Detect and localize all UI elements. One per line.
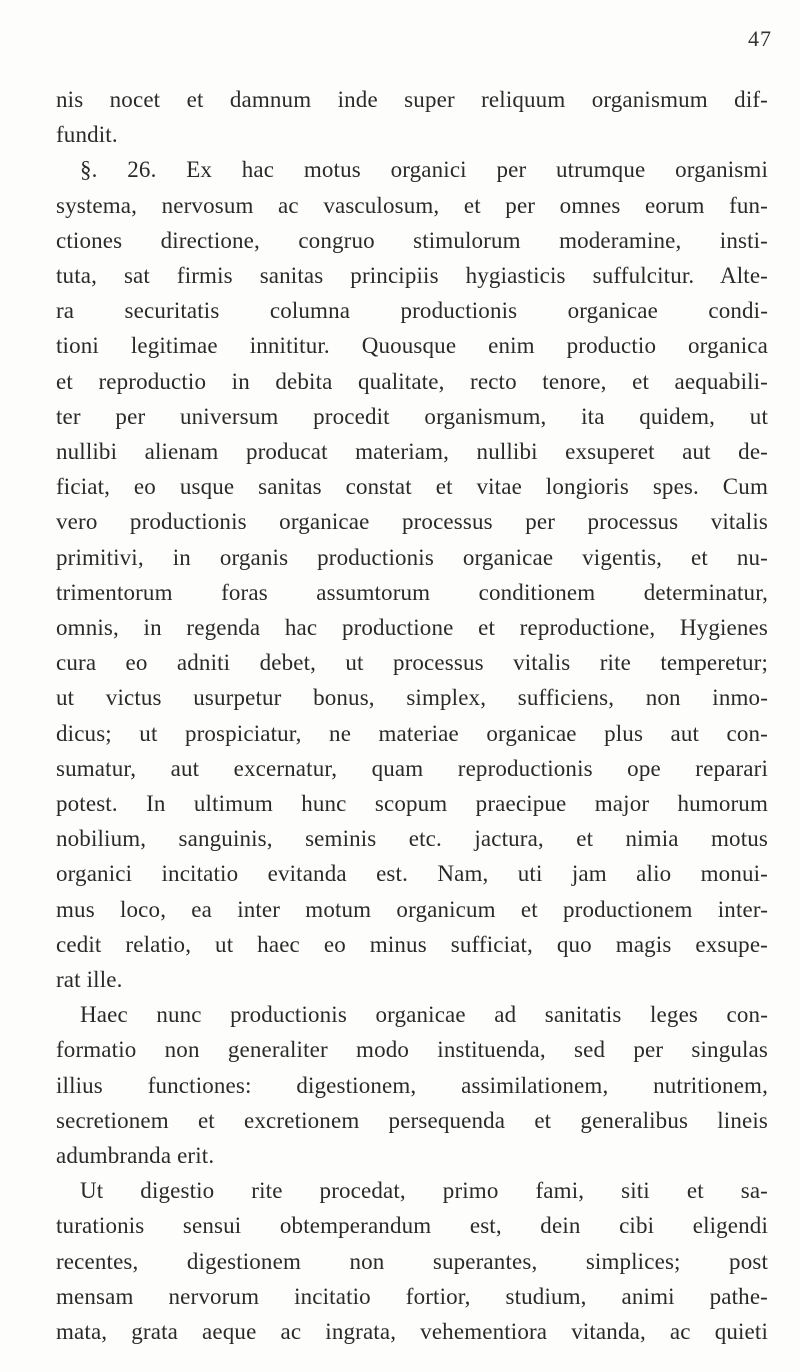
text-line: ctiones directione, congruo stimulorum moderamine, insti- bbox=[56, 228, 768, 253]
text-line: omnis, in regenda hac productione et reproductione, Hygienes bbox=[56, 615, 768, 640]
text-line: cura eo adniti debet, ut processus vitalis rite temperetur; bbox=[56, 650, 768, 675]
text-line: tuta, sat firmis sanitas principiis hygiasticis suffulcitur. Alte- bbox=[56, 263, 768, 288]
text-line: ut victus usurpetur bonus, simplex, sufficiens, non inmo- bbox=[56, 685, 768, 710]
text-line: Haec nunc productionis organicae ad sanitatis leges con- bbox=[80, 1002, 768, 1027]
text-line: organici incitatio evitanda est. Nam, uti jam alio monui- bbox=[56, 861, 768, 886]
text-line: formatio non generaliter modo instituenda, sed per singulas bbox=[56, 1037, 768, 1062]
text-line: Ut digestio rite procedat, primo fami, siti et sa- bbox=[80, 1178, 768, 1203]
page-number: 47 bbox=[748, 26, 772, 51]
text-line: sumatur, aut excernatur, quam reproductionis ope reparari bbox=[56, 756, 768, 781]
text-line: nobilium, sanguinis, seminis etc. jactura, et nimia motus bbox=[56, 826, 768, 851]
text-line: secretionem et excretionem persequenda et generalibus lineis bbox=[56, 1108, 768, 1133]
text-line: ter per universum procedit organismum, ita quidem, ut bbox=[56, 404, 768, 429]
text-line: rat ille. bbox=[56, 967, 123, 992]
text-line: fundit. bbox=[56, 122, 118, 147]
text-line: potest. In ultimum hunc scopum praecipue major humorum bbox=[56, 791, 768, 816]
text-line: adumbranda erit. bbox=[56, 1143, 215, 1168]
text-line: ficiat, eo usque sanitas constat et vitae longioris spes. Cum bbox=[56, 474, 768, 499]
text-line: primitivi, in organis productionis organicae vigentis, et nu- bbox=[56, 545, 768, 570]
text-line: et reproductio in debita qualitate, recto tenore, et aequabili- bbox=[56, 369, 768, 394]
text-line: trimentorum foras assumtorum conditionem determinatur, bbox=[56, 580, 768, 605]
text-line: illius functiones: digestionem, assimilationem, nutritionem, bbox=[56, 1073, 768, 1098]
text-line: systema, nervosum ac vasculosum, et per omnes eorum fun- bbox=[56, 193, 768, 218]
text-line: dicus; ut prospiciatur, ne materiae organicae plus aut con- bbox=[56, 721, 768, 746]
text-line: nis nocet et damnum inde super reliquum organismum dif- bbox=[56, 87, 768, 112]
text-line: vero productionis organicae processus per processus vitalis bbox=[56, 509, 768, 534]
text-line: ra securitatis columna productionis organicae condi- bbox=[56, 298, 768, 323]
text-line: §. 26. Ex hac motus organici per utrumque organismi bbox=[80, 157, 768, 182]
text-line: mata, grata aeque ac ingrata, vehementiora vitanda, ac quieti bbox=[56, 1319, 768, 1344]
text-line: cedit relatio, ut haec eo minus sufficiat, quo magis exsupe- bbox=[56, 932, 768, 957]
text-line: tioni legitimae innititur. Quousque enim productio organica bbox=[56, 333, 768, 358]
text-line: mensam nervorum incitatio fortior, studium, animi pathe- bbox=[56, 1284, 768, 1309]
text-line: mus loco, ea inter motum organicum et productionem inter- bbox=[56, 897, 768, 922]
text-line: recentes, digestionem non superantes, simplices; post bbox=[56, 1249, 768, 1274]
text-line: nullibi alienam producat materiam, nullibi exsuperet aut de- bbox=[56, 439, 768, 464]
text-line: turationis sensui obtemperandum est, dein cibi eligendi bbox=[56, 1213, 768, 1238]
